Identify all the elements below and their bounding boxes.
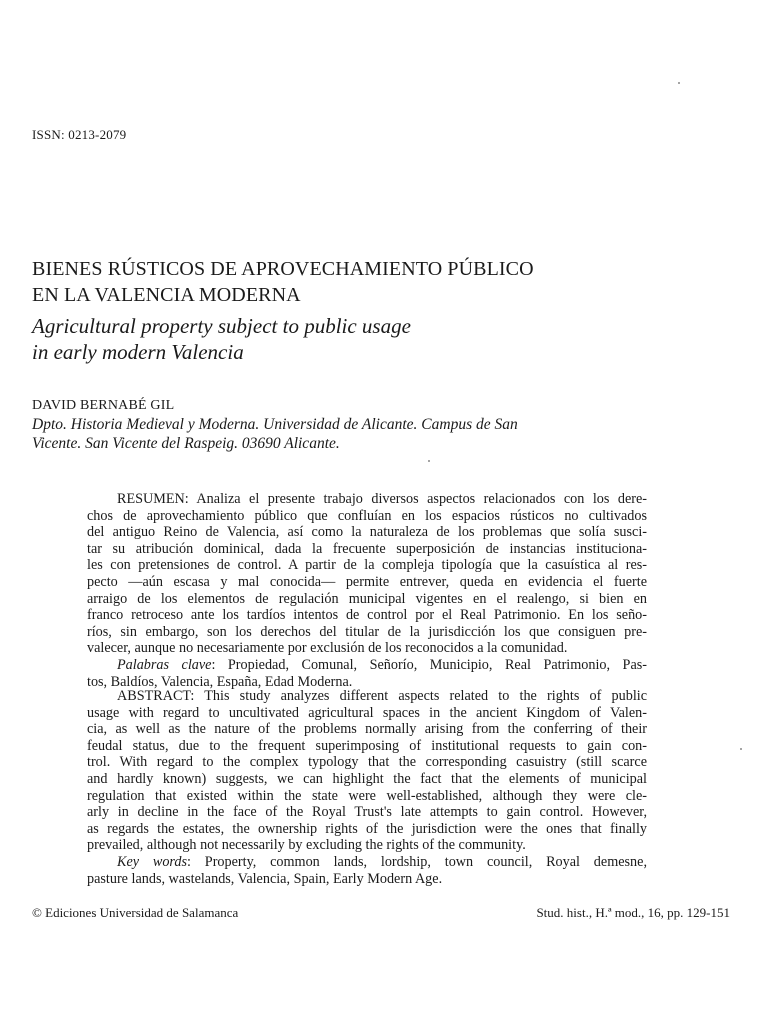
resumen-keywords-label: Palabras clave xyxy=(117,656,212,673)
resumen-line: del antiguo Reino de Valencia, así como la naturaleza de los problemas que solía susci- xyxy=(87,524,647,541)
title-english-line: in early modern Valencia xyxy=(32,340,244,364)
abstract-keywords-text: : Property, common lands, lordship, town council, Royal demesne, xyxy=(187,853,647,870)
abstract-line: trol. With regard to the complex typology that the corresponding casuistry (still scarce xyxy=(87,754,647,771)
resumen-keywords-line xyxy=(87,657,647,674)
issn-label: ISSN: 0213-2079 xyxy=(32,127,127,142)
title-spanish-line: BIENES RÚSTICOS DE APROVECHAMIENTO PÚBLICO xyxy=(32,258,534,280)
abstract-keywords-line xyxy=(87,854,647,871)
abstract-line: ABSTRACT: This study analyzes different aspects related to the rights of public xyxy=(117,688,647,704)
resumen-line: pecto —aún escasa y mal conocida— permite entrever, queda en evidencia el fuerte xyxy=(87,573,647,590)
resumen-line: RESUMEN: Analiza el presente trabajo diversos aspectos relacionados con los dere- xyxy=(117,491,647,507)
abstract-line: arly in decline in the face of the Royal Trust's late attempts to gain control. However, xyxy=(87,804,647,821)
title-spanish-line: EN LA VALENCIA MODERNA xyxy=(32,284,301,306)
abstract-line: cia, as well as the nature of the problems normally arising from the conferring of their xyxy=(87,721,647,738)
scan-speck xyxy=(740,748,742,750)
author-name: DAVID BERNABÉ GIL xyxy=(32,398,175,413)
abstract-line: prevailed, although not necessarily by excluding the rights of the community. xyxy=(87,837,526,854)
abstract-line: feudal status, due to the frequent superimposing of institutional requests to gain con- xyxy=(87,737,647,754)
author-affiliation xyxy=(32,415,632,453)
abstract-line: as regards the estates, the ownership rights of the jurisdiction were the ones that finally xyxy=(87,820,647,837)
resumen-section xyxy=(87,491,647,690)
title-english xyxy=(32,313,672,365)
resumen-keywords-text: : Propiedad, Comunal, Señorío, Municipio, Real Patrimonio, Pas- xyxy=(211,656,647,673)
resumen-line: arraigo de los elementos de regulación municipal vigentes en el realengo, si bien en xyxy=(87,590,647,607)
abstract-section xyxy=(87,688,647,887)
title-spanish xyxy=(32,256,672,308)
abstract-line: regulation that existed within the state were well-established, although they were cle- xyxy=(87,787,647,804)
resumen-line: franco retroceso ante los tardíos intentos de control por el Real Patrimonio. En los seño- xyxy=(87,607,647,624)
abstract-line: usage with regard to uncultivated agricultural spaces in the ancient Kingdom of Valen- xyxy=(87,704,647,721)
resumen-keywords-line: tos, Baldíos, Valencia, España, Edad Moderna. xyxy=(87,673,353,690)
resumen-line: tar su atribución dominical, dada la frecuente superposición de instancias instituciona- xyxy=(87,540,647,557)
affiliation-line: Dpto. Historia Medieval y Moderna. Universidad de Alicante. Campus de San xyxy=(32,416,518,433)
resumen-line: ríos, sin embargo, son los derechos del titular de la jurisdicción los que consiguen pre- xyxy=(87,623,647,640)
resumen-line: les con pretensiones de control. A partir de la compleja tipología que la casuística al res- xyxy=(87,557,647,574)
footer-publisher: © Ediciones Universidad de Salamanca xyxy=(32,905,239,920)
resumen-line: valecer, aunque no necesariamente por exclusión de los reconocidos a la comunidad. xyxy=(87,640,568,657)
abstract-keywords-line: pasture lands, wastelands, Valencia, Spain, Early Modern Age. xyxy=(87,870,443,887)
title-english-line: Agricultural property subject to public usage xyxy=(32,314,411,338)
affiliation-line: Vicente. San Vicente del Raspeig. 03690 Alicante. xyxy=(32,435,340,452)
abstract-keywords-label: Key words xyxy=(117,853,188,870)
scan-speck xyxy=(428,460,430,462)
abstract-line: and hardly known) suggests, we can highlight the fact that the elements of municipal xyxy=(87,770,647,787)
scan-speck xyxy=(678,82,680,84)
footer-citation: Stud. hist., H.ª mod., 16, pp. 129-151 xyxy=(536,905,730,920)
resumen-line: chos de aprovechamiento público que confluían en los espacios rústicos no cultivados xyxy=(87,507,647,524)
